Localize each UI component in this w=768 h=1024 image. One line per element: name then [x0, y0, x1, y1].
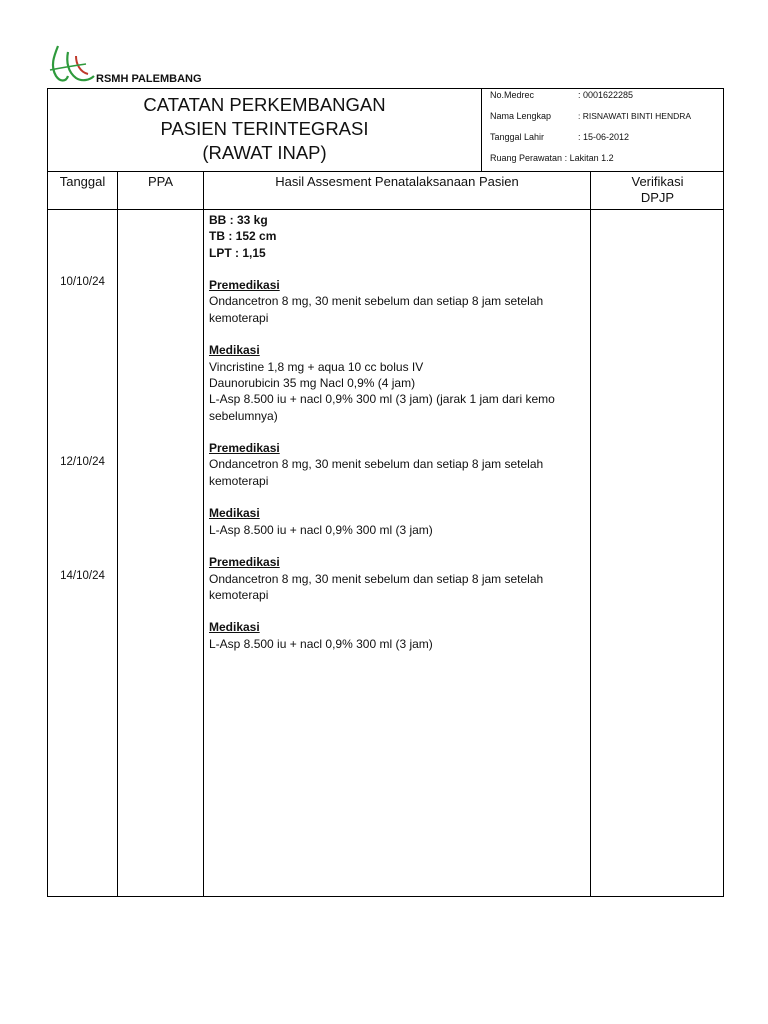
medication-heading: Medikasi: [209, 506, 260, 521]
weight-line: BB : 33 kg: [209, 213, 268, 227]
entry-date: 10/10/24: [60, 276, 105, 288]
premedication-line: Ondancetron 8 mg, 30 menit sebelum dan setiap 8 jam setelah: [209, 457, 544, 472]
ward-label: Ruang Perawatan: [490, 153, 563, 163]
medication-line: Vincristine 1,8 mg + aqua 10 cc bolus IV: [209, 359, 424, 374]
document-title: [48, 89, 482, 171]
document-header: [47, 88, 724, 172]
hospital-logo-icon: [46, 42, 96, 86]
title-line-1: CATATAN PERKEMBANGAN: [143, 94, 386, 115]
premedication-line: Ondancetron 8 mg, 30 menit sebelum dan setiap 8 jam setelah: [209, 294, 544, 309]
column-header-assessment: Hasil Assesment Penatalaksanaan Pasien: [275, 174, 519, 189]
medication-line: Daunorubicin 35 mg Nacl 0,9% (4 jam): [209, 375, 416, 390]
ward-row: [490, 153, 614, 163]
medication-line: L-Asp 8.500 iu + nacl 0,9% 300 ml (3 jam): [209, 636, 433, 651]
column-header-tanggal: Tanggal: [59, 174, 106, 189]
medication-line: L-Asp 8.500 iu + nacl 0,9% 300 ml (3 jam) (jarak 1 jam dari kemo: [209, 392, 555, 407]
medication-line: sebelumnya): [209, 408, 278, 423]
medrec-row: [490, 90, 634, 100]
ward-value: : Lakitan 1.2: [564, 153, 614, 163]
height-line: TB : 152 cm: [209, 229, 277, 244]
title-line-3: (RAWAT INAP): [202, 142, 327, 163]
column-divider: [117, 172, 118, 896]
premedication-heading: Premedikasi: [209, 555, 280, 570]
header-divider: [48, 209, 723, 210]
premedication-line: Ondancetron 8 mg, 30 menit sebelum dan setiap 8 jam setelah: [209, 571, 544, 586]
title-line-2: PASIEN TERINTEGRASI: [160, 118, 369, 139]
hospital-name: RSMH PALEMBANG: [96, 73, 202, 85]
medication-heading: Medikasi: [209, 343, 260, 358]
column-header-verifikasi: [591, 174, 724, 206]
dob-label: Tanggal Lahir: [490, 132, 545, 142]
premedication-line: kemoterapi: [209, 473, 269, 488]
medication-line: L-Asp 8.500 iu + nacl 0,9% 300 ml (3 jam): [209, 522, 433, 537]
premedication-line: kemoterapi: [209, 587, 269, 602]
entry-date: 12/10/24: [60, 456, 105, 468]
medrec-value: : 0001622285: [578, 90, 634, 100]
progress-table: [47, 172, 724, 897]
patient-info: [482, 89, 723, 171]
dob-value: : 15-06-2012: [578, 132, 630, 142]
column-divider: [203, 172, 204, 896]
assessment-content: [209, 212, 589, 652]
column-divider: [590, 172, 591, 896]
medrec-label: No.Medrec: [490, 90, 535, 100]
name-label: Nama Lengkap: [490, 111, 552, 121]
name-value: : RISNAWATI BINTI HENDRA: [578, 111, 692, 121]
medication-heading: Medikasi: [209, 620, 260, 635]
name-row: [490, 111, 692, 121]
premedication-heading: Premedikasi: [209, 278, 280, 293]
dpjp-label: DPJP: [640, 190, 675, 205]
bsa-line: LPT : 1,15: [209, 245, 266, 260]
verifikasi-label: Verifikasi: [631, 174, 684, 189]
premedication-line: kemoterapi: [209, 310, 269, 325]
column-header-ppa: PPA: [147, 174, 174, 189]
entry-date: 14/10/24: [60, 570, 105, 582]
premedication-heading: Premedikasi: [209, 441, 280, 456]
dob-row: [490, 132, 630, 142]
